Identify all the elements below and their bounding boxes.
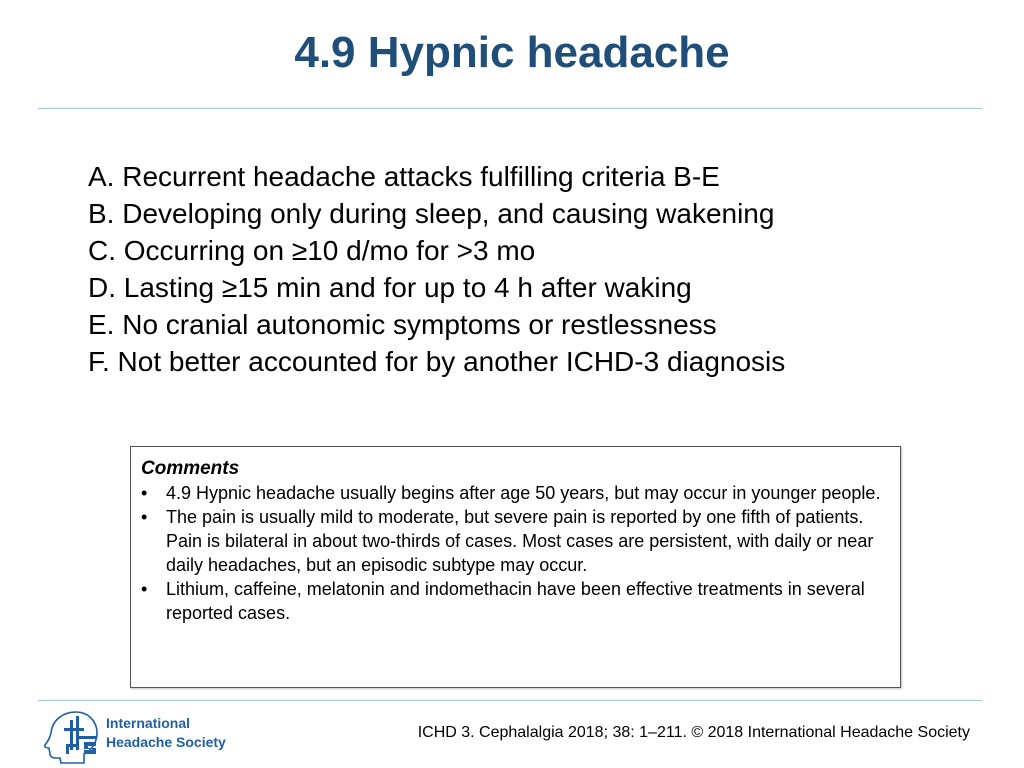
comment-item: [141, 481, 888, 505]
criterion-d: D. Lasting ≥15 min and for up to 4 h after waking: [88, 272, 692, 303]
slide-title: 4.9 Hypnic headache: [294, 28, 730, 77]
logo-line-2: Headache Society: [106, 734, 226, 750]
comment-text: 4.9 Hypnic headache usually begins after age 50 years, but may occur in younger people.: [166, 483, 881, 503]
logo-line-1: International: [106, 715, 191, 731]
comments-box: [130, 446, 901, 688]
bullet-icon: •: [141, 483, 148, 503]
comments-title: Comments: [141, 458, 240, 479]
criterion-e: E. No cranial autonomic symptoms or restlessness: [88, 309, 717, 340]
logo-text: [106, 714, 226, 752]
bullet-icon: •: [141, 579, 148, 599]
comment-text: Lithium, caffeine, melatonin and indomethacin have been effective treatments in several reported cases.: [166, 579, 865, 623]
criterion-b: B. Developing only during sleep, and causing wakening: [88, 198, 775, 229]
criteria-list: [88, 158, 968, 380]
ihs-logo: [42, 708, 242, 764]
criterion-a: A. Recurrent headache attacks fulfilling criteria B-E: [88, 161, 720, 192]
title-divider: [38, 108, 982, 109]
head-silhouette-icon: [42, 708, 104, 764]
comment-item: [141, 505, 888, 577]
footer-divider: [38, 700, 982, 701]
comment-text: The pain is usually mild to moderate, but severe pain is reported by one fifth of patients. Pain is bilateral in about two-thirds of cases. Most cases are persistent, with daily or near daily headaches, but an episodic subtype may occur.: [166, 507, 874, 575]
criterion-f: F. Not better accounted for by another ICHD-3 diagnosis: [88, 346, 786, 377]
bullet-icon: •: [141, 507, 148, 527]
footer-citation: ICHD 3. Cephalalgia 2018; 38: 1–211. © 2018 International Headache Society: [417, 724, 970, 741]
comments-list: [141, 481, 888, 625]
criterion-c: C. Occurring on ≥10 d/mo for >3 mo: [88, 235, 536, 266]
comment-item: [141, 577, 888, 625]
